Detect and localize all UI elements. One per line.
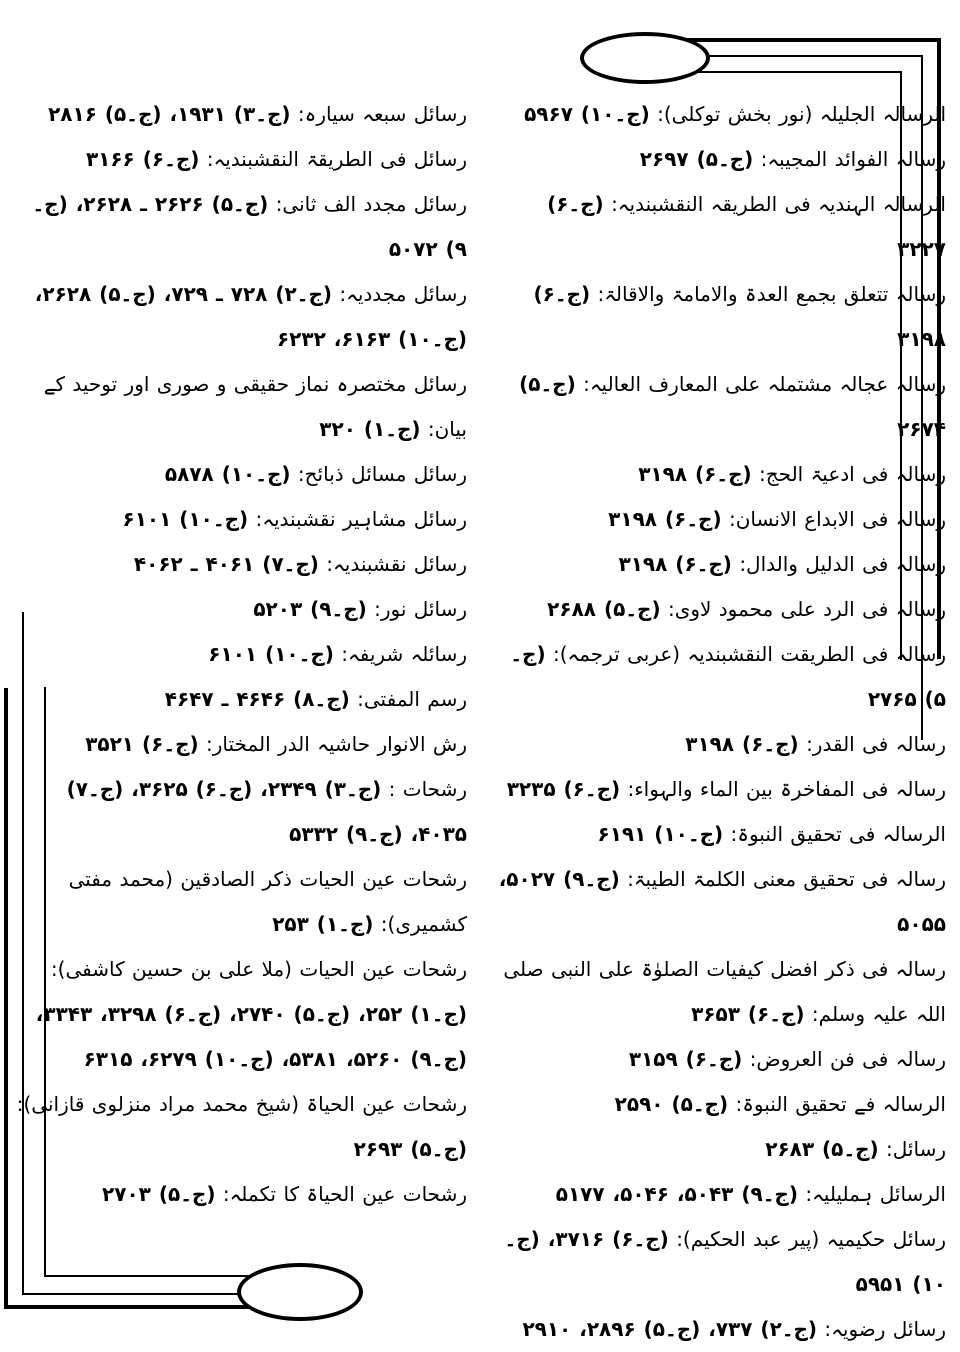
- index-entry: [493, 857, 946, 947]
- left-border-line-outer-vertical: [4, 688, 8, 1309]
- entry-title: رسالہ فی تحقیق معنی الکلمۃ الطیبۃ:: [627, 867, 946, 891]
- entry-title: رشحات عین الحیات ذکر الصادقین (محمد مفتی کشمیری):: [68, 867, 467, 936]
- entry-title: رسالہ فی فن العروض:: [749, 1047, 946, 1071]
- entry-volume-page-refs: (ج۔۵) ۲۶۷۴: [519, 372, 946, 441]
- entry-title: رشحات عین الحیات (ملا علی بن حسین کاشفی):: [50, 957, 467, 981]
- index-entry: [14, 182, 467, 272]
- index-entry: [493, 137, 946, 182]
- index-entry: [493, 1037, 946, 1082]
- index-entry: [14, 92, 467, 137]
- top-ornament-ellipse: [580, 32, 710, 84]
- index-entry: [493, 767, 946, 812]
- entry-volume-page-refs: (ج۔۶) ۳۲۲۷: [547, 192, 946, 261]
- index-entry: [493, 92, 946, 137]
- entry-volume-page-refs: (ج۔۱) ۲۵۳: [272, 912, 374, 936]
- index-entry: [14, 722, 467, 767]
- entry-title: رسالہ فی الدلیل والدال:: [739, 552, 946, 576]
- entry-volume-page-refs: (ج۔۵) ۲۷۰۳: [102, 1182, 216, 1206]
- entry-volume-page-refs: (ج۔۶) ۳۱۹۸: [608, 507, 722, 531]
- entry-volume-page-refs: (ج۔۶) ۳۱۹۸: [685, 732, 799, 756]
- entry-title: رشحات عین الحیاۃ (شیخ محمد مراد منزلوی قازانی):: [16, 1092, 467, 1116]
- entry-volume-page-refs: (ج۔۵) ۲۶۸۸: [547, 597, 661, 621]
- entry-title: رسالہ عجالہ مشتملہ علی المعارف العالیہ:: [583, 372, 946, 396]
- index-entry: [14, 362, 467, 452]
- top-border-line-outer-horizontal: [660, 38, 941, 42]
- index-entry: [14, 857, 467, 947]
- entry-title: رسائل مسائل ذبائح:: [297, 462, 467, 486]
- index-entry: [493, 1172, 946, 1217]
- index-entry: [493, 272, 946, 362]
- entry-title: الرسائل ہملیلیہ:: [805, 1182, 946, 1206]
- entry-title: الرسالہ الجلیلہ (نور بخش توکلی):: [657, 102, 946, 126]
- entry-title: رسائل فی الطریقۃ النقشبندیہ:: [206, 147, 467, 171]
- entry-volume-page-refs: (ج۔۶) ۳۱۹۸: [638, 462, 752, 486]
- entry-volume-page-refs: (ج۔۱) ۳۲۰: [319, 417, 421, 441]
- entry-volume-page-refs: (ج۔۹) ۵۰۲۷، ۵۰۵۵: [498, 867, 946, 936]
- index-entry: [14, 587, 467, 632]
- entry-volume-page-refs: (ج۔۳) ۲۳۴۹، (ج۔۶) ۳۶۲۵، (ج۔۷) ۴۰۳۵، (ج۔۹) ۵۳۳۲: [66, 777, 467, 846]
- index-entry: [14, 137, 467, 182]
- entry-volume-page-refs: (ج۔۹) ۵۰۴۳، ۵۰۴۶، ۵۱۷۷: [555, 1182, 798, 1206]
- index-entry: [14, 767, 467, 857]
- entry-title: رسائل مختصرہ نماز حقیقی و صوری اور توحید کے بیان:: [43, 372, 467, 441]
- entry-volume-page-refs: (ج۔۶) ۳۱۵۹: [628, 1047, 743, 1071]
- entry-volume-page-refs: (ج۔۷) ۴۰۶۱ ـ ۴۰۶۲: [133, 552, 319, 576]
- entry-volume-page-refs: (ج۔۱۰) ۶۱۹۱: [597, 822, 724, 846]
- entry-volume-page-refs: (ج۔۵) ۲۶۹۷: [639, 147, 754, 171]
- entry-title: رسائل مجددیہ:: [339, 282, 467, 306]
- index-entry: [493, 722, 946, 767]
- index-columns: [14, 92, 946, 1352]
- entry-volume-page-refs: (ج۔۵) ۲۶۸۳: [765, 1137, 879, 1161]
- entry-title: رسائل رضویہ:: [824, 1317, 946, 1341]
- entry-title: رسالہ فی الابداع الانسان:: [728, 507, 946, 531]
- index-entry: [493, 587, 946, 632]
- index-entry: [493, 182, 946, 272]
- entry-volume-page-refs: (ج۔۶) ۳۱۶۶: [85, 147, 200, 171]
- entry-title: رسالہ الفوائد المجیبہ:: [760, 147, 946, 171]
- index-entry: [493, 632, 946, 722]
- entry-volume-page-refs: (ج۔۱۰) ۵۹۶۷: [524, 102, 650, 126]
- entry-title: رشحات :: [388, 777, 467, 801]
- entry-title: رسائل مجدد الف ثانی:: [275, 192, 467, 216]
- entry-volume-page-refs: (ج۔۱۰) ۶۱۰۱: [122, 507, 249, 531]
- entry-volume-page-refs: (ج۔۶) ۳۱۹۸: [533, 282, 946, 351]
- entry-title: رش الانوار حاشیہ الدر المختار:: [205, 732, 467, 756]
- entry-title: رسالہ فی المفاخرۃ بین الماء والہواء:: [627, 777, 946, 801]
- entry-volume-page-refs: (ج۔۱) ۲۵۲، (ج۔۵) ۲۷۴۰، (ج۔۶) ۳۲۹۸، ۳۳۴۳، (ج۔۹) ۵۲۶۰، ۵۳۸۱، (ج۔۱۰) ۶۲۷۹، ۶۳۱۵: [35, 1002, 467, 1071]
- entry-volume-page-refs: (ج۔۵) ۲۷۶۵: [510, 642, 946, 711]
- entry-title: رسائل نقشبندیہ:: [326, 552, 467, 576]
- entry-title: رسالہ فی القدر:: [806, 732, 946, 756]
- entry-volume-page-refs: (ج۔۶) ۳۶۵۳: [691, 1002, 805, 1026]
- entry-title: رسالہ تتعلق بجمع العدۃ والامامۃ والاقالۃ:: [597, 282, 946, 306]
- entry-title: رسالہ فی الرد علی محمود لاوی:: [667, 597, 946, 621]
- entry-title: الرسالہ فی تحقیق النبوۃ:: [730, 822, 946, 846]
- entry-volume-page-refs: (ج۔۶) ۳۷۱۶، (ج۔۱۰) ۵۹۵۱: [504, 1227, 946, 1296]
- entry-volume-page-refs: (ج۔۱۰) ۶۱۰۱: [208, 642, 334, 666]
- index-entry: [493, 497, 946, 542]
- index-entry: [14, 272, 467, 362]
- index-column-left: [14, 92, 467, 1352]
- entry-title: رسالہ فی ذکر افضل کیفیات الصلوٰۃ علی النبی صلی اللہ علیہ وسلم:: [503, 957, 946, 1026]
- entry-volume-page-refs: (ج۔۵) ۲۶۲۶ ـ ۲۶۲۸، (ج۔۹) ۵۰۷۲: [32, 192, 467, 261]
- entry-volume-page-refs: (ج۔۶) ۳۲۳۵: [506, 777, 621, 801]
- index-entry: [14, 452, 467, 497]
- entry-title: رسائل:: [886, 1137, 946, 1161]
- index-entry: [493, 1082, 946, 1127]
- entry-volume-page-refs: (ج۔۵) ۲۶۹۳: [353, 1137, 467, 1161]
- index-entry: [14, 632, 467, 677]
- index-entry: [493, 362, 946, 452]
- entry-title: الرسالہ فے تحقیق النبوۃ:: [735, 1092, 946, 1116]
- entry-volume-page-refs: (ج۔۵) ۲۵۹۰: [614, 1092, 729, 1116]
- index-entry: [493, 1127, 946, 1172]
- entry-volume-page-refs: (ج۔۶) ۳۱۹۸: [618, 552, 732, 576]
- entry-volume-page-refs: (ج۔۲) ۷۳۷، (ج۔۵) ۲۸۹۶، ۲۹۱۰: [522, 1317, 818, 1341]
- index-entry: [14, 542, 467, 587]
- index-entry: [14, 497, 467, 542]
- entry-title: رسالہ فی ادعیۃ الحج:: [759, 462, 946, 486]
- entry-volume-page-refs: (ج۔۶) ۳۵۲۱: [85, 732, 199, 756]
- entry-title: رشحات عین الحیاۃ کا تکملہ:: [222, 1182, 467, 1206]
- index-entry: [14, 1082, 467, 1172]
- index-entry: [493, 812, 946, 857]
- index-entry: [493, 1217, 946, 1307]
- entry-title: رسائلہ شریفہ:: [341, 642, 467, 666]
- index-column-right: [493, 92, 946, 1352]
- entry-volume-page-refs: (ج۔۳) ۱۹۳۱، (ج۔۵) ۲۸۱۶: [48, 102, 291, 126]
- index-entry: [493, 1307, 946, 1352]
- entry-volume-page-refs: (ج۔۱۰) ۵۸۷۸: [164, 462, 291, 486]
- index-entry: [493, 947, 946, 1037]
- index-entry: [493, 542, 946, 587]
- entry-volume-page-refs: (ج۔۹) ۵۲۰۳: [253, 597, 367, 621]
- index-entry: [14, 947, 467, 1082]
- entry-title: رسائل نور:: [374, 597, 467, 621]
- entry-title: رسائل مشاہیر نقشبندیہ:: [255, 507, 467, 531]
- entry-title: رسم المفتی:: [357, 687, 467, 711]
- entry-title: الرسالہ الہندیہ فی الطریقہ النقشبندیہ:: [611, 192, 946, 216]
- entry-title: رسالہ فی الطریقت النقشبندیہ (عربی ترجمہ):: [552, 642, 946, 666]
- entry-title: رسائل سبعہ سیارہ:: [297, 102, 467, 126]
- index-entry: [493, 452, 946, 497]
- index-entry: [14, 1172, 467, 1217]
- entry-volume-page-refs: (ج۔۸) ۴۶۴۶ ـ ۴۶۴۷: [164, 687, 350, 711]
- entry-volume-page-refs: (ج۔۲) ۷۲۸ ـ ۷۲۹، (ج۔۵) ۲۶۲۸، (ج۔۱۰) ۶۱۶۳، ۶۲۳۲: [34, 282, 467, 351]
- index-entry: [14, 677, 467, 722]
- entry-title: رسائل حکیمیہ (پیر عبد الحکیم):: [676, 1227, 946, 1251]
